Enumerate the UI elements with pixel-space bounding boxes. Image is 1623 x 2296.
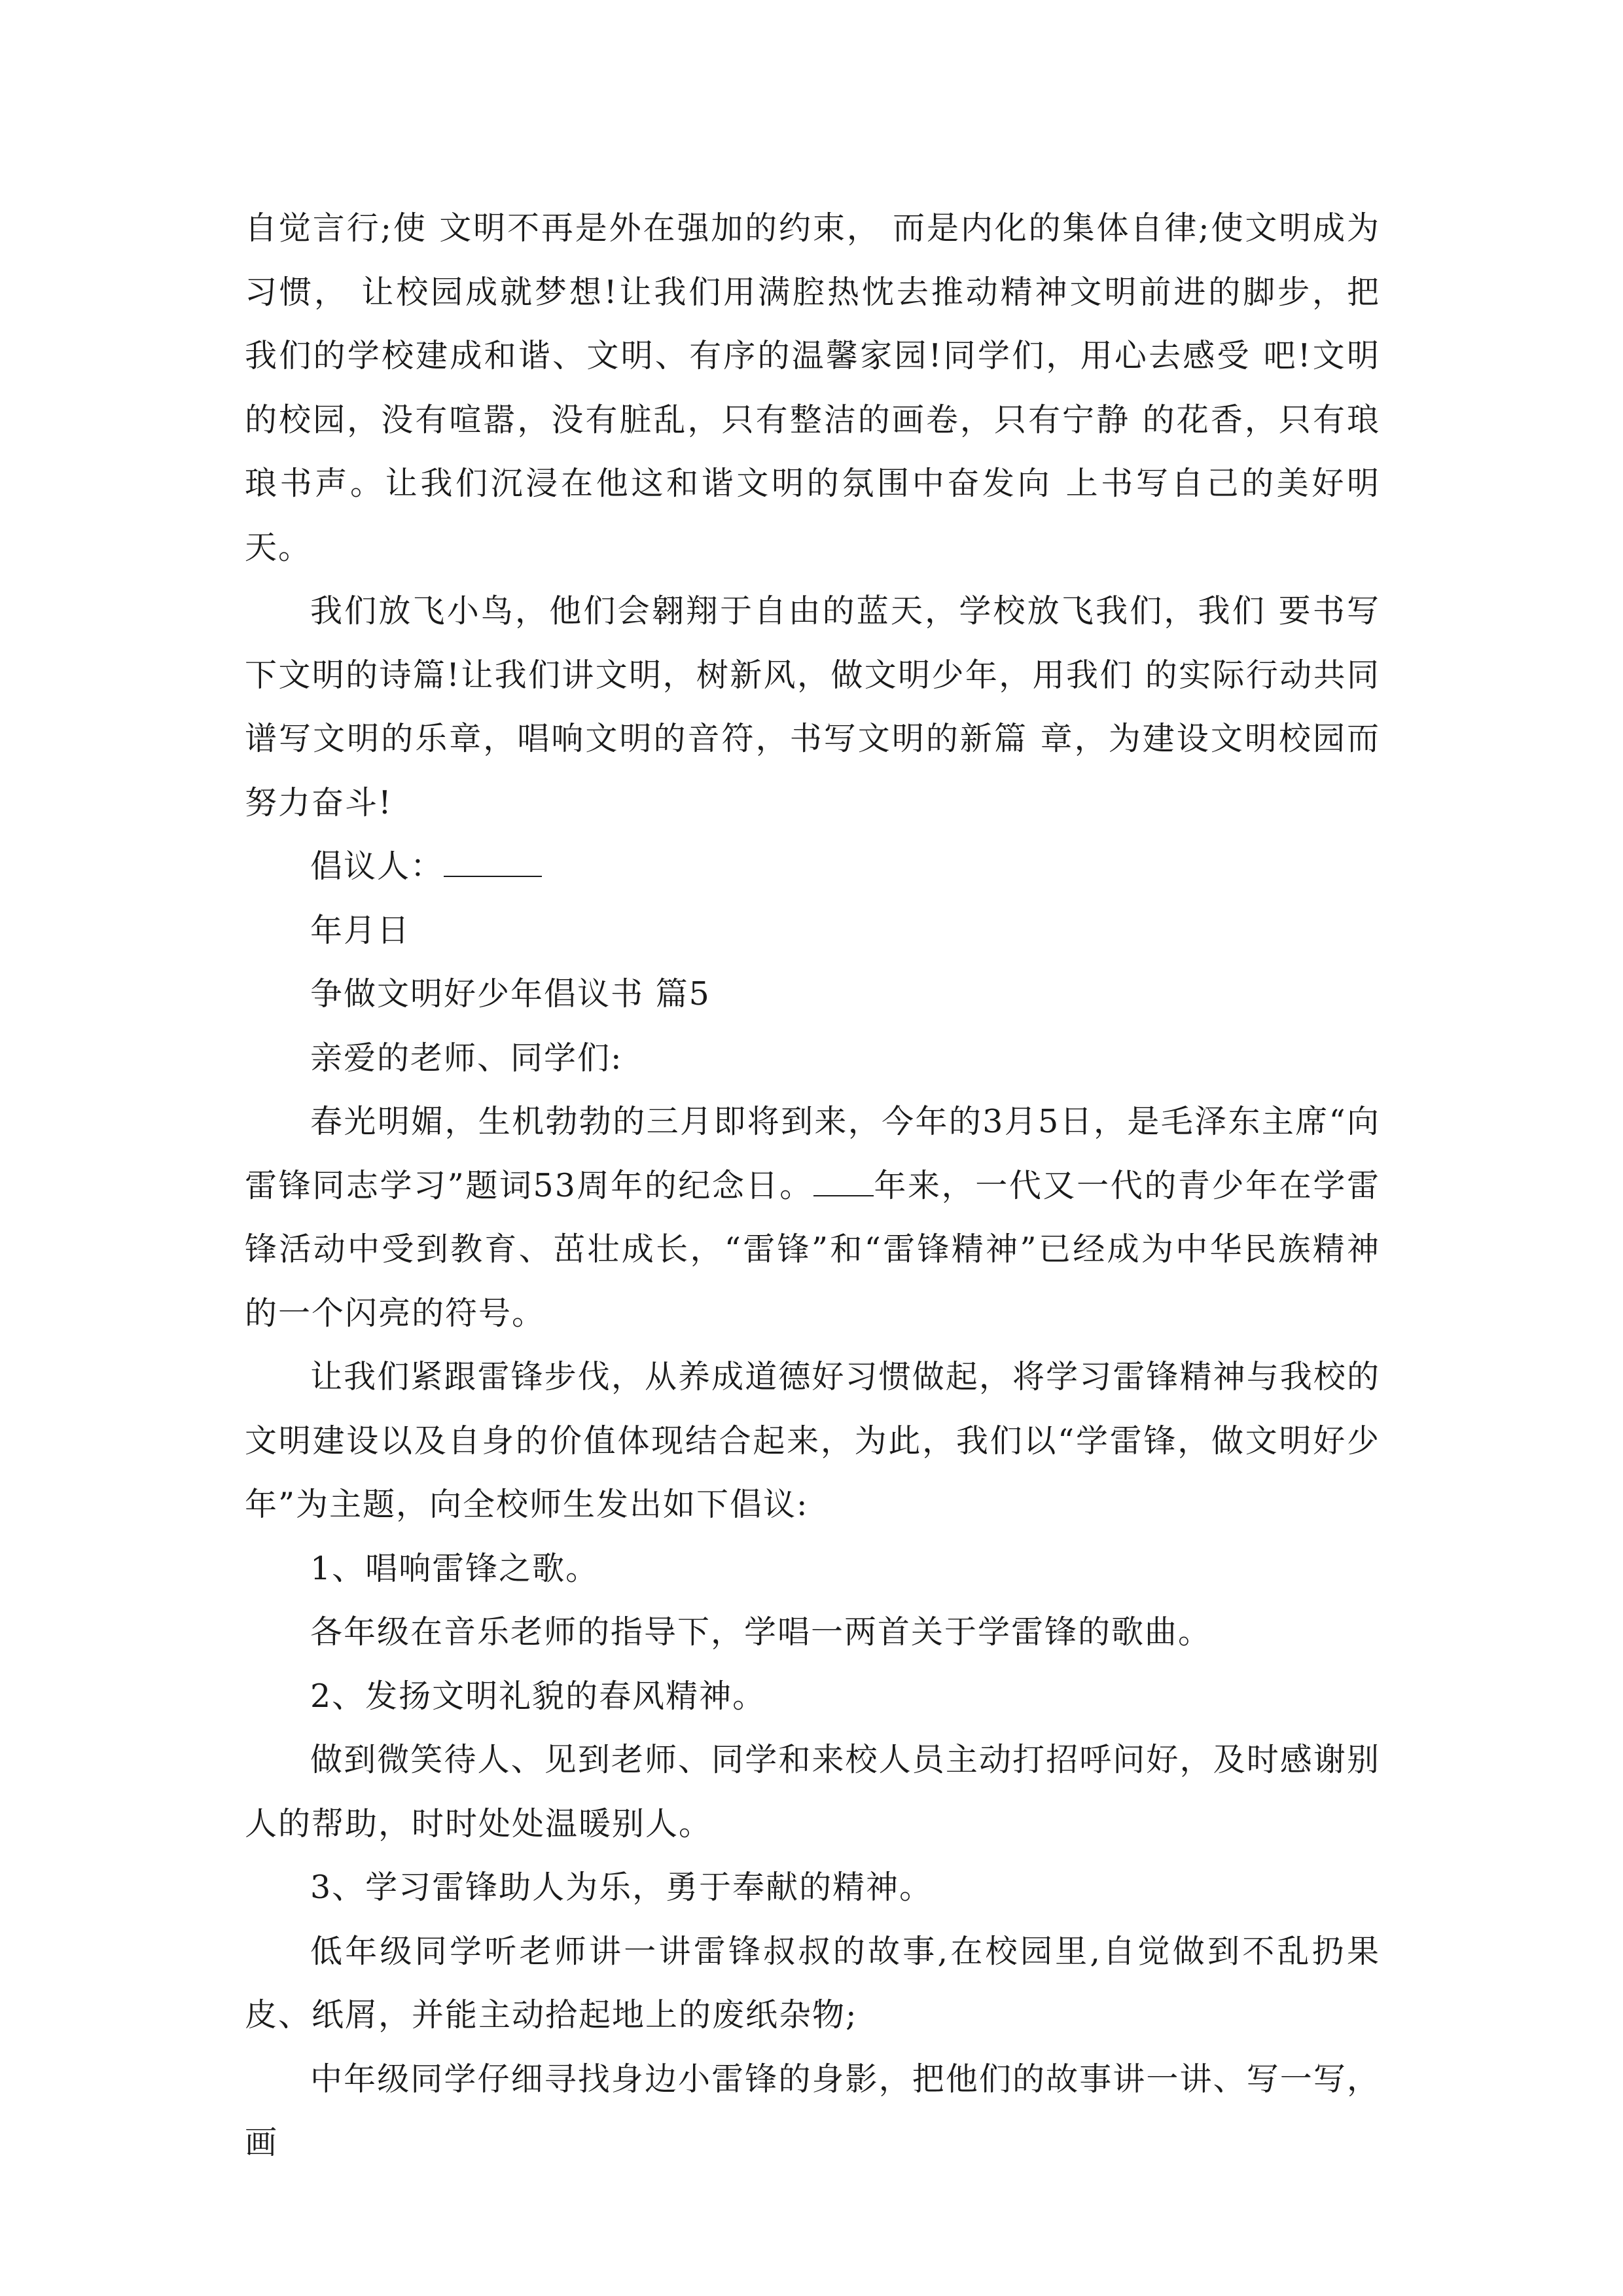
item-2-body: 做到微笑待人、见到老师、同学和来校人员主动打招呼问好，及时感谢别人的帮助，时时处处温暖别人。 bbox=[245, 1741, 1380, 1842]
date-line: 年月日 bbox=[310, 911, 411, 949]
intro-text: 春光明媚，生机勃勃的三月即将到来，今年的3月5日，是毛泽东主席“向雷锋同志学习”题词53周年的纪念日。 bbox=[245, 1103, 1380, 1204]
intro-blank bbox=[813, 1155, 874, 1196]
proposer-blank bbox=[444, 835, 542, 877]
paragraph-civilization-poem: 我们放飞小鸟，他们会翱翔于自由的蓝天，学校放飞我们，我们 要书写下文明的诗篇!让我们讲文明，树新风，做文明少年，用我们 的实际行动共同谱写文明的乐章，唱响文明的音符，书写文明的新篇 章，为建设文明校园而努力奋斗! bbox=[245, 592, 1380, 821]
item-2-heading: 2、发扬文明礼貌的春风精神。 bbox=[310, 1677, 766, 1715]
intro-paragraph bbox=[245, 1090, 1380, 1345]
theme-paragraph: 让我们紧跟雷锋步伐，从养成道德好习惯做起，将学习雷锋精神与我校的文明建设以及自身的价值体现结合起来，为此，我们以“学雷锋，做文明好少年”为主题，向全校师生发出如下倡议: bbox=[245, 1358, 1380, 1523]
item-1-heading: 1、唱响雷锋之歌。 bbox=[310, 1549, 599, 1587]
proposer-label: 倡议人： bbox=[310, 848, 444, 885]
item-1-body: 各年级在音乐老师的指导下，学唱一两首关于学雷锋的歌曲。 bbox=[310, 1613, 1212, 1651]
paragraph-civilization-habit: 自觉言行;使 文明不再是外在强加的约束， 而是内化的集体自律;使文明成为习惯， 让校园成就梦想!让我们用满腔热忱去推动精神文明前进的脚步，把 我们的学校建成和谐、文明、有序的温馨家园!同学们，用心去感受 吧!文明的校园，没有喧嚣，没有脏乱，只有整洁的画卷，只有宁静 的花香，只有琅琅书声。让我们沉浸在他这和谐文明的氛围中奋发向 上书写自己的美好明天。 bbox=[245, 209, 1380, 566]
item-3-middle-grade: 中年级同学仔细寻找身边小雷锋的身影，把他们的故事讲一讲、写一写，画 bbox=[245, 2060, 1380, 2161]
proposer-line bbox=[245, 834, 1380, 899]
item-3-lower-grade: 低年级同学听老师讲一讲雷锋叔叔的故事,在校园里,自觉做到不乱扔果皮、纸屑，并能主动拾起地上的废纸杂物; bbox=[245, 1932, 1380, 2034]
section-title: 争做文明好少年倡议书 篇5 bbox=[310, 975, 711, 1013]
document-body bbox=[245, 196, 1380, 2175]
item-3-heading: 3、学习雷锋助人为乐，勇于奉献的精神。 bbox=[310, 1869, 933, 1906]
intro-text-continued: 年来，一代又一代的青少年在学雷锋活动中受到教育、茁壮成长，“雷锋”和“雷锋精神”已经成为中华民族精神的一个闪亮的符号。 bbox=[245, 1166, 1380, 1332]
salutation: 亲爱的老师、同学们: bbox=[310, 1039, 623, 1077]
